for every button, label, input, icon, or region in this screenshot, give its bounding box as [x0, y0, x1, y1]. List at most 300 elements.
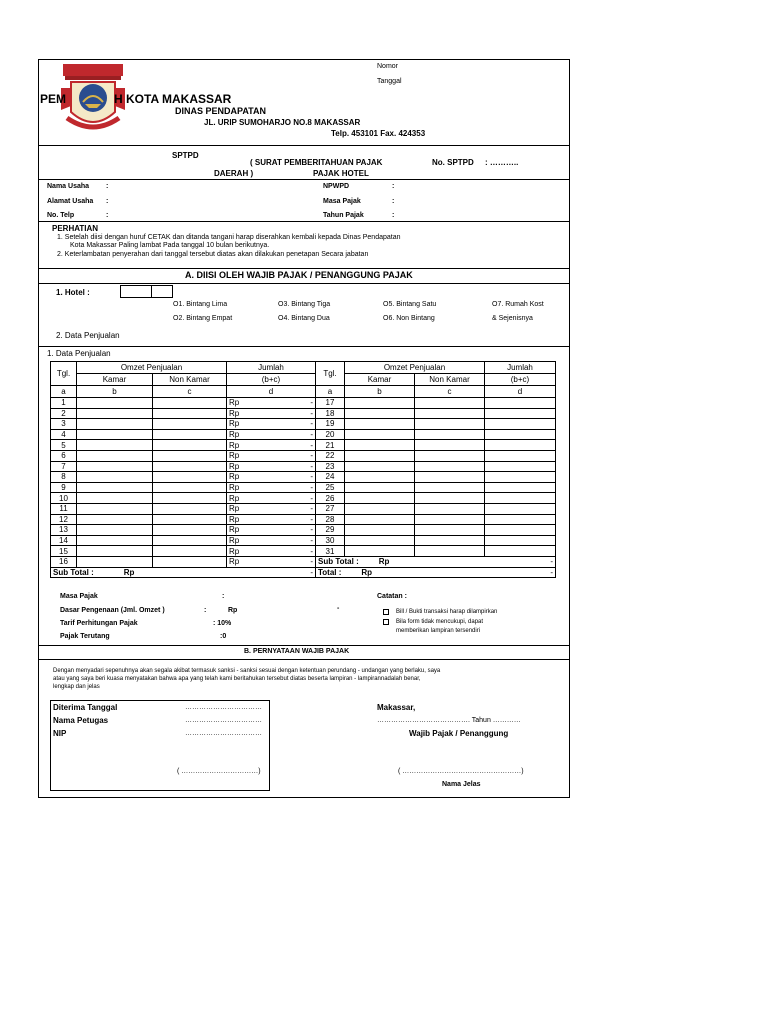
colon: :: [106, 198, 109, 205]
non-kamar-cell[interactable]: [415, 546, 485, 557]
jumlah-cell[interactable]: [227, 419, 316, 430]
colon: :: [106, 212, 109, 219]
statement-line-3: lengkap dan jelas: [53, 684, 100, 690]
dept-name: DINAS PENDAPATAN: [175, 106, 267, 116]
day-cell: 15: [51, 546, 77, 557]
kamar-cell[interactable]: [345, 450, 415, 461]
non-kamar-cell[interactable]: [415, 482, 485, 493]
kamar-cell[interactable]: [345, 503, 415, 514]
non-kamar-cell[interactable]: [415, 514, 485, 525]
jumlah-cell[interactable]: [485, 429, 556, 440]
non-kamar-header: Non Kamar: [153, 374, 227, 386]
day-cell: 30: [316, 535, 345, 546]
section-a-title: A. DIISI OLEH WAJIB PAJAK / PENANGGUNG PAJAK: [185, 270, 413, 280]
kamar-cell[interactable]: [345, 419, 415, 430]
rp: Rp: [229, 440, 240, 450]
table-row: [316, 450, 556, 461]
kamar-cell[interactable]: [77, 482, 153, 493]
non-kamar-cell[interactable]: [153, 514, 227, 525]
table-row: [316, 419, 556, 430]
kamar-cell[interactable]: [77, 461, 153, 472]
jumlah-cell[interactable]: [485, 440, 556, 451]
non-kamar-cell[interactable]: [415, 472, 485, 483]
tahun-pajak-label: Tahun Pajak: [323, 212, 364, 219]
jumlah-cell[interactable]: [227, 556, 316, 567]
rp: Rp: [228, 607, 238, 614]
table-row: [51, 450, 316, 461]
amount-dash: -: [310, 408, 313, 418]
jumlah-cell[interactable]: [227, 440, 316, 451]
jumlah-cell[interactable]: [485, 398, 556, 409]
section-b-title: B. PERNYATAAN WAJIB PAJAK: [244, 648, 350, 655]
day-cell: 9: [51, 482, 77, 493]
hotel-class: O7. Rumah Kost: [492, 301, 544, 308]
kamar-cell[interactable]: [77, 556, 153, 567]
jumlah-cell[interactable]: [227, 535, 316, 546]
no-telp-label: No. Telp: [47, 212, 75, 219]
sales-table-left: [50, 361, 316, 578]
summary-terutang-value: :0: [220, 633, 227, 640]
amount-dash: -: [310, 567, 313, 577]
colon: :: [222, 593, 225, 600]
wajib-pajak-label: Wajib Pajak / Penanggung: [409, 729, 509, 738]
day-cell: 31: [316, 546, 345, 557]
total-cell: [316, 567, 556, 578]
rp: Rp: [229, 408, 240, 418]
dept-address: JL. URIP SUMOHARJO NO.8 MAKASSAR: [204, 118, 361, 127]
non-kamar-cell[interactable]: [415, 408, 485, 419]
non-kamar-cell[interactable]: [153, 546, 227, 557]
notice-item-1b: Kota Makassar Paling lambat Pada tanggal 10 bulan berikutnya.: [70, 242, 270, 249]
note-1: Bill / Bukti transaksi harap dilampirkan: [396, 609, 498, 615]
sptpd-number-value[interactable]: : ………..: [485, 158, 519, 167]
nip-field[interactable]: ……………………………: [185, 730, 262, 737]
non-kamar-cell[interactable]: [415, 503, 485, 514]
hotel-code-box-1[interactable]: [120, 285, 152, 298]
kamar-cell[interactable]: [345, 398, 415, 409]
jumlah-cell[interactable]: [227, 503, 316, 514]
colon: :: [392, 198, 395, 205]
amount-dash: -: [310, 398, 313, 408]
hotel-class: & Sejenisnya: [492, 315, 533, 322]
rp: Rp: [229, 483, 240, 493]
day-cell: 19: [316, 419, 345, 430]
hotel-label: 1. Hotel :: [56, 288, 90, 297]
day-cell: 4: [51, 429, 77, 440]
kamar-cell[interactable]: [77, 525, 153, 536]
total-row: [316, 556, 556, 567]
data-penjualan-label-2: 2. Data Penjualan: [56, 331, 120, 340]
date-field[interactable]: …………………………………. Tahun …………: [377, 717, 521, 724]
kamar-cell[interactable]: [345, 482, 415, 493]
tanggal-label: Tanggal: [377, 78, 402, 85]
jumlah-cell[interactable]: [227, 546, 316, 557]
amount-dash: -: [310, 504, 313, 514]
kamar-header: Kamar: [77, 374, 153, 386]
non-kamar-cell[interactable]: [415, 419, 485, 430]
day-cell: 22: [316, 450, 345, 461]
jumlah-cell[interactable]: [485, 461, 556, 472]
note-2b: memberikan lampiran tersendiri: [396, 628, 481, 634]
non-kamar-cell[interactable]: [153, 493, 227, 504]
day-cell: 18: [316, 408, 345, 419]
col-letter: b: [77, 386, 153, 398]
non-kamar-cell[interactable]: [415, 398, 485, 409]
hotel-class: O2. Bintang Empat: [173, 315, 233, 322]
table-row: [51, 429, 316, 440]
org-title-right: H KOTA MAKASSAR: [114, 92, 232, 106]
non-kamar-cell[interactable]: [153, 525, 227, 536]
non-kamar-cell[interactable]: [153, 503, 227, 514]
colon: :: [392, 183, 395, 190]
table-row: [51, 472, 316, 483]
amount-dash: -: [310, 451, 313, 461]
amount-dash: -: [310, 461, 313, 471]
table-row: [316, 429, 556, 440]
bc-header: (b+c): [227, 374, 316, 386]
nama-usaha-label: Nama Usaha: [47, 183, 90, 190]
day-cell: 5: [51, 440, 77, 451]
city-label: Makassar,: [377, 703, 416, 712]
amount-dash: -: [310, 514, 313, 524]
day-cell: 21: [316, 440, 345, 451]
notice-item-1a: 1. Setelah diisi dengan huruf CETAK dan ditanda tangani harap diserahkan kembali kepada Dinas Pendapatan: [57, 234, 401, 241]
table-row: [51, 556, 316, 567]
colon: :: [204, 607, 207, 614]
non-kamar-cell[interactable]: [153, 440, 227, 451]
day-cell: 27: [316, 503, 345, 514]
notice-title: PERHATIAN: [52, 224, 99, 233]
day-cell: 3: [51, 419, 77, 430]
jumlah-header: Jumlah: [485, 362, 556, 374]
taxpayer-signature-field[interactable]: ( ……………………………………………): [398, 768, 524, 775]
rp: Rp: [229, 398, 240, 408]
jumlah-cell[interactable]: [485, 546, 556, 557]
data-penjualan-label-1: 1. Data Penjualan: [47, 349, 111, 358]
rp: Rp: [229, 546, 240, 556]
note-checkbox-2[interactable]: [383, 619, 389, 625]
kamar-cell[interactable]: [77, 440, 153, 451]
statement-line-1: Dengan menyadari sepenuhnya akan segala akibat termasuk sanksi - sanksi sesuai dengan ketentuan perundang - undangan yang berlaku, saya: [53, 668, 441, 674]
summary-pajak-terutang: Pajak Terutang: [60, 633, 110, 640]
summary-tarif-value: : 10%: [213, 620, 232, 627]
non-kamar-cell[interactable]: [153, 450, 227, 461]
day-cell: 26: [316, 493, 345, 504]
table-row: [316, 408, 556, 419]
rp: Rp: [229, 536, 240, 546]
col-letter: d: [485, 386, 556, 398]
non-kamar-cell[interactable]: [415, 493, 485, 504]
hotel-class: O1. Bintang Lima: [173, 301, 228, 308]
diterima-field[interactable]: ……………………………: [185, 704, 262, 711]
diterima-label: Diterima Tanggal: [53, 703, 118, 712]
statement-line-2: atau yang saya beri kuasa menyatakan bahwa apa yang telah kami beritahukan tersebut diatas beserta lampiran - lampirannadalah benar,: [53, 676, 421, 682]
masa-pajak-label: Masa Pajak: [323, 198, 361, 205]
summary-masa-pajak: Masa Pajak: [60, 593, 98, 600]
nip-label: NIP: [53, 729, 67, 738]
non-kamar-cell[interactable]: [153, 535, 227, 546]
amount-dash: -: [310, 493, 313, 503]
hotel-class: O3. Bintang Tiga: [278, 301, 331, 308]
total-label: Sub Total :: [318, 557, 359, 567]
jumlah-cell[interactable]: [227, 514, 316, 525]
subtotal-row: [51, 567, 316, 578]
nomor-label: Nomor: [377, 63, 399, 70]
table-row: [51, 535, 316, 546]
notice-item-2: 2. Keterlambatan penyerahan dari tanggal tersebut diatas akan dilakukan penetapan Secara jabatan: [57, 251, 369, 258]
day-cell: 17: [316, 398, 345, 409]
nama-petugas-field[interactable]: ……………………………: [185, 717, 262, 724]
kamar-cell[interactable]: [77, 493, 153, 504]
summary-tarif: Tarif Perhitungan Pajak: [60, 620, 138, 627]
dasar-value[interactable]: -: [337, 605, 340, 612]
colon: :: [392, 212, 395, 219]
col-letter: c: [415, 386, 485, 398]
day-cell: 2: [51, 408, 77, 419]
amount-dash: -: [310, 440, 313, 450]
jumlah-cell[interactable]: [485, 525, 556, 536]
rp: Rp: [123, 567, 135, 577]
rp: Rp: [229, 557, 240, 567]
table-row: [51, 440, 316, 451]
jumlah-cell[interactable]: [485, 450, 556, 461]
subtotal-cell: [51, 567, 316, 578]
kamar-cell[interactable]: [345, 525, 415, 536]
kamar-header: Kamar: [345, 374, 415, 386]
jumlah-cell[interactable]: [227, 482, 316, 493]
colon: :: [106, 183, 109, 190]
kamar-cell[interactable]: [77, 419, 153, 430]
day-cell: 14: [51, 535, 77, 546]
hotel-class: O4. Bintang Dua: [278, 315, 330, 322]
kamar-cell[interactable]: [77, 398, 153, 409]
kamar-cell[interactable]: [77, 429, 153, 440]
non-kamar-cell[interactable]: [153, 556, 227, 567]
rp: Rp: [229, 430, 240, 440]
col-letter: b: [345, 386, 415, 398]
kamar-cell[interactable]: [345, 408, 415, 419]
kamar-cell[interactable]: [77, 472, 153, 483]
kamar-cell[interactable]: [77, 514, 153, 525]
jumlah-cell[interactable]: [227, 461, 316, 472]
kamar-cell[interactable]: [77, 503, 153, 514]
non-kamar-cell[interactable]: [153, 482, 227, 493]
amount-dash: -: [310, 419, 313, 429]
day-cell: 16: [51, 556, 77, 567]
day-cell: 6: [51, 450, 77, 461]
rp: Rp: [229, 472, 240, 482]
amount-dash: -: [310, 525, 313, 535]
jumlah-cell[interactable]: [485, 408, 556, 419]
org-title-left: PEM: [40, 92, 67, 106]
jumlah-cell[interactable]: [485, 514, 556, 525]
table-row: [51, 398, 316, 409]
note-checkbox-1[interactable]: [383, 609, 389, 615]
table-row: [316, 461, 556, 472]
sptpd-number-label: No. SPTPD: [432, 158, 474, 167]
table-row: [51, 493, 316, 504]
rp: Rp: [378, 557, 390, 567]
kamar-cell[interactable]: [345, 546, 415, 557]
table-row: [316, 535, 556, 546]
non-kamar-header: Non Kamar: [415, 374, 485, 386]
amount-dash: -: [310, 472, 313, 482]
day-cell: 23: [316, 461, 345, 472]
day-cell: 20: [316, 429, 345, 440]
jumlah-cell[interactable]: [227, 472, 316, 483]
table-row: [316, 493, 556, 504]
officer-signature-field[interactable]: ( ……………………………): [177, 768, 261, 775]
amount-dash: -: [310, 430, 313, 440]
jumlah-cell[interactable]: [485, 472, 556, 483]
table-row: [51, 461, 316, 472]
amount-dash: -: [310, 546, 313, 556]
non-kamar-cell[interactable]: [153, 429, 227, 440]
non-kamar-cell[interactable]: [153, 408, 227, 419]
non-kamar-cell[interactable]: [415, 450, 485, 461]
npwpd-label: NPWPD: [323, 183, 350, 190]
jumlah-cell[interactable]: [485, 482, 556, 493]
rp: Rp: [229, 461, 240, 471]
non-kamar-cell[interactable]: [415, 429, 485, 440]
kamar-cell[interactable]: [345, 514, 415, 525]
alamat-usaha-label: Alamat Usaha: [47, 198, 94, 205]
table-row: [316, 514, 556, 525]
total-label: Total :: [318, 567, 342, 577]
jumlah-cell[interactable]: [485, 419, 556, 430]
amount-dash: -: [310, 536, 313, 546]
day-cell: 7: [51, 461, 77, 472]
tax-type: PAJAK HOTEL: [313, 169, 369, 178]
day-cell: 13: [51, 525, 77, 536]
kamar-cell[interactable]: [345, 535, 415, 546]
note-2a: Bila form tidak mencukupi, dapat: [396, 619, 484, 625]
jumlah-cell[interactable]: [227, 493, 316, 504]
kamar-cell[interactable]: [345, 461, 415, 472]
table-row: [316, 482, 556, 493]
kamar-cell[interactable]: [345, 440, 415, 451]
non-kamar-cell[interactable]: [153, 398, 227, 409]
tgl-header: Tgl.: [316, 362, 345, 386]
hotel-class: O6. Non Bintang: [383, 315, 435, 322]
col-letter: c: [153, 386, 227, 398]
day-cell: 11: [51, 503, 77, 514]
amount-dash: -: [550, 557, 553, 567]
non-kamar-cell[interactable]: [415, 535, 485, 546]
tgl-header: Tgl.: [51, 362, 77, 386]
table-row: [51, 546, 316, 557]
jumlah-cell[interactable]: [485, 493, 556, 504]
col-letter: d: [227, 386, 316, 398]
non-kamar-cell[interactable]: [153, 419, 227, 430]
form-title-line2: DAERAH ): [214, 169, 254, 178]
amount-dash: -: [310, 557, 313, 567]
day-cell: 10: [51, 493, 77, 504]
table-row: [51, 482, 316, 493]
jumlah-cell[interactable]: [485, 535, 556, 546]
nama-jelas-label: Nama Jelas: [442, 781, 481, 788]
form-code: SPTPD: [172, 151, 199, 160]
day-cell: 25: [316, 482, 345, 493]
total-row: [316, 567, 556, 578]
jumlah-cell[interactable]: [227, 398, 316, 409]
jumlah-cell[interactable]: [227, 525, 316, 536]
bc-header: (b+c): [485, 374, 556, 386]
day-cell: 8: [51, 472, 77, 483]
jumlah-cell[interactable]: [227, 408, 316, 419]
rp: Rp: [229, 504, 240, 514]
table-row: [316, 472, 556, 483]
table-row: [51, 419, 316, 430]
day-cell: 12: [51, 514, 77, 525]
table-row: [316, 503, 556, 514]
table-row: [51, 525, 316, 536]
rp: Rp: [229, 493, 240, 503]
table-row: [51, 503, 316, 514]
jumlah-cell[interactable]: [227, 429, 316, 440]
table-row: [316, 525, 556, 536]
table-row: [316, 398, 556, 409]
col-letter: a: [51, 386, 77, 398]
table-row: [51, 408, 316, 419]
jumlah-cell[interactable]: [227, 450, 316, 461]
form-title-line1: ( SURAT PEMBERITAHUAN PAJAK: [250, 158, 383, 167]
table-row: [316, 546, 556, 557]
kamar-cell[interactable]: [345, 472, 415, 483]
hotel-class: O5. Bintang Satu: [383, 301, 437, 308]
table-row: [51, 514, 316, 525]
non-kamar-cell[interactable]: [153, 472, 227, 483]
rp: Rp: [229, 451, 240, 461]
amount-dash: -: [310, 483, 313, 493]
summary-dasar: Dasar Pengenaan (Jml. Omzet ): [60, 607, 165, 614]
kamar-cell[interactable]: [77, 546, 153, 557]
total-cell: [316, 556, 556, 567]
day-cell: 29: [316, 525, 345, 536]
kamar-cell[interactable]: [77, 535, 153, 546]
kamar-cell[interactable]: [77, 408, 153, 419]
nama-petugas-label: Nama Petugas: [53, 716, 109, 725]
kamar-cell[interactable]: [345, 493, 415, 504]
hotel-code-box-2[interactable]: [151, 285, 173, 298]
rp: Rp: [229, 419, 240, 429]
rp: Rp: [229, 525, 240, 535]
rp: Rp: [361, 567, 373, 577]
jumlah-header: Jumlah: [227, 362, 316, 374]
table-row: [316, 440, 556, 451]
sales-table-right: [315, 361, 556, 578]
col-letter: a: [316, 386, 345, 398]
day-cell: 24: [316, 472, 345, 483]
day-cell: 1: [51, 398, 77, 409]
catatan-label: Catatan :: [377, 593, 407, 600]
dept-phone: Telp. 453101 Fax. 424353: [331, 129, 426, 138]
jumlah-cell[interactable]: [485, 503, 556, 514]
receipt-box: [50, 700, 270, 791]
non-kamar-cell[interactable]: [415, 461, 485, 472]
non-kamar-cell[interactable]: [153, 461, 227, 472]
kamar-cell[interactable]: [345, 429, 415, 440]
day-cell: 28: [316, 514, 345, 525]
non-kamar-cell[interactable]: [415, 525, 485, 536]
amount-dash: -: [550, 567, 553, 577]
omzet-header: Omzet Penjualan: [345, 362, 485, 374]
omzet-header: Omzet Penjualan: [77, 362, 227, 374]
kamar-cell[interactable]: [77, 450, 153, 461]
rp: Rp: [229, 514, 240, 524]
subtotal-label: Sub Total :: [53, 567, 94, 577]
non-kamar-cell[interactable]: [415, 440, 485, 451]
